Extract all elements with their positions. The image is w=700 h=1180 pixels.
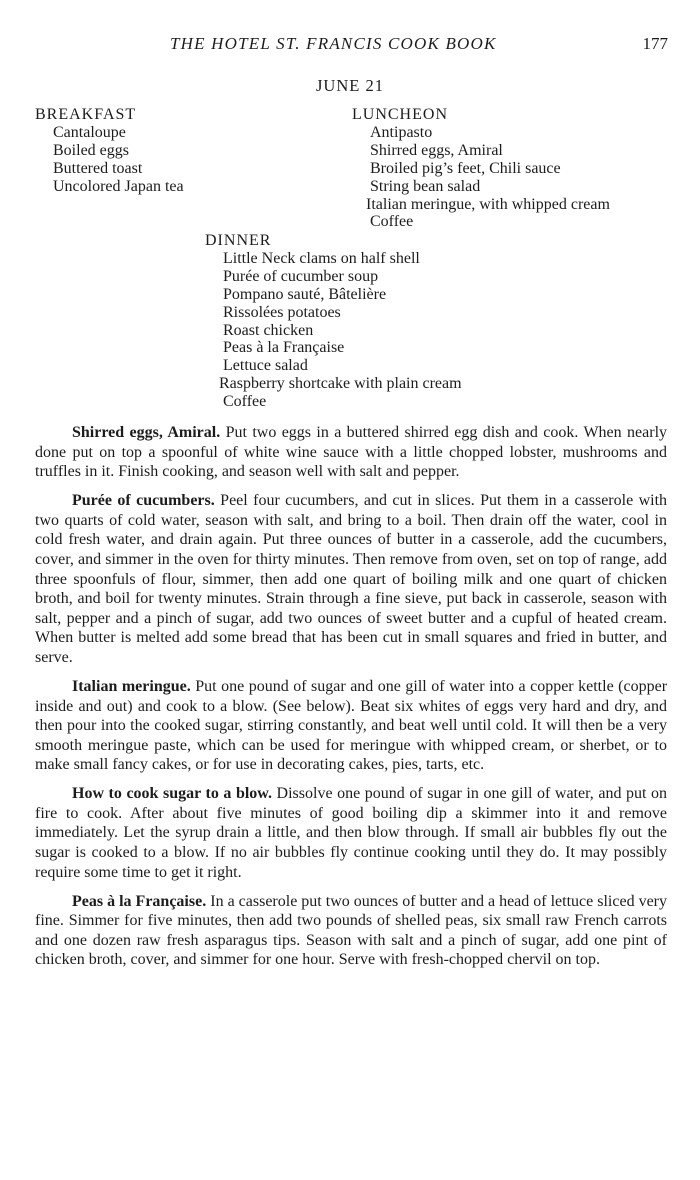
recipe-puree-of-cucumbers: [35, 491, 667, 667]
running-title: THE HOTEL ST. FRANCIS COOK BOOK: [170, 34, 497, 53]
breakfast-heading: BREAKFAST: [35, 106, 137, 123]
recipe-title: Shirred eggs, Amiral.: [72, 424, 221, 441]
menu-item: Shirred eggs, Amiral: [370, 141, 503, 159]
menu-item: Antipasto: [370, 123, 433, 141]
recipe-title: How to cook sugar to a blow.: [72, 785, 272, 803]
date-heading: JUNE 21: [316, 76, 384, 95]
recipe-text: In a casserole put two ounces of butter and a head of lettuce sliced very fine. Simmer for five minutes, then add two pounds of shelled peas, six small raw French carrots and one dozen raw fresh asparagus tips. Season with salt and a pinch of sugar, add one pint of chicken broth, cover, and simmer for one hour. Serve with fresh-chopped chervil on top.: [35, 892, 668, 969]
recipe-title: Peas à la Française.: [72, 892, 207, 910]
recipe-text: Peel four cucumbers, and cut in slices. Put them in a casserole with two quarts of cold water, season with salt, and bring to a boil. Then drain off the water, cool in cold fresh water, and drain again. Put three ounces of butter in a casserole, add the cucumbers, cover, and simmer in the oven for thirty minutes. Then remove from oven, set on top of range, add three spoonfuls of flour, simmer, then add one quart of boiling milk and one quart of chicken broth, and boil for twenty minutes. Strain through a fine sieve, put back in casserole, season with salt, pepper and a pinch of sugar, add two ounces of sweet butter and a cupful of heated cream. When butter is melted add some bread that has been cut in small squares and fried in butter, and serve.: [35, 492, 668, 666]
recipe-title: Purée of cucumbers.: [72, 492, 215, 510]
recipe-sugar-to-a-blow: [35, 784, 667, 882]
menu-item: Little Neck clams on half shell: [223, 249, 420, 267]
menu-item: Uncolored Japan tea: [53, 177, 184, 195]
menu-item: Buttered toast: [53, 159, 143, 177]
menu-item: Lettuce salad: [223, 357, 308, 375]
luncheon-heading: LUNCHEON: [352, 106, 448, 123]
breakfast-menu: [35, 106, 184, 196]
dinner-heading: DINNER: [205, 232, 272, 249]
recipe-text: Put one pound of sugar and one gill of water into a copper kettle (copper inside and out) and cook to a blow. (See below). Beat six whites of eggs very hard and dry, and then pour into the cooked sugar, stirring constantly, and beat well until cold. It will then be a very smooth meringue paste, which can be used for meringue with whipped cream, or sherbet, or to make small fancy cakes, or for use in decorating cakes, pies, tarts, etc.: [35, 677, 668, 774]
menu-item: Cantaloupe: [53, 123, 126, 141]
recipe-title: Italian meringue.: [72, 677, 191, 695]
running-head: [0, 34, 700, 58]
recipe-italian-meringue: [35, 677, 667, 775]
recipes-section: [35, 423, 667, 979]
menu-item: Roast chicken: [223, 321, 314, 339]
page-number: 177: [642, 34, 668, 53]
dinner-menu: [205, 232, 462, 411]
menu-item: Raspberry shortcake with plain cream: [219, 375, 462, 393]
menu-item: Peas à la Française: [223, 339, 345, 357]
menu-item: String bean salad: [370, 177, 481, 195]
menu-item: Broiled pig’s feet, Chili sauce: [370, 159, 561, 177]
menu-item: Coffee: [223, 393, 267, 411]
recipe-shirred-eggs: [35, 423, 667, 482]
menu-item: Pompano sauté, Bâtelière: [223, 285, 387, 303]
luncheon-menu: [352, 106, 610, 231]
recipe-text: Dissolve one pound of sugar in one gill of water, and put on fire to cook. After about five minutes of good boiling dip a skimmer into it and remove immediately. Let the syrup drain a little, and then blow through. If small air bubbles fly out the sugar is cooked to a blow. If no air bubbles fly continue cooking until they do. It may possibly require some time to get it right.: [35, 785, 668, 881]
menu-item: Coffee: [370, 213, 414, 231]
menu-item: Rissolées potatoes: [223, 303, 341, 321]
recipe-peas-a-la-francaise: [35, 892, 667, 970]
menu-item: Italian meringue, with whipped cream: [366, 195, 610, 213]
menu-item: Boiled eggs: [53, 141, 129, 159]
menu-item: Purée of cucumber soup: [223, 267, 379, 285]
recipe-text: Put two eggs in a buttered shirred egg dish and cook. When nearly done put on top a spoonful of white wine sauce with a little chopped lobster, mushrooms and truffles in it. Finish cooking, and season well with salt and pepper.: [35, 424, 668, 481]
